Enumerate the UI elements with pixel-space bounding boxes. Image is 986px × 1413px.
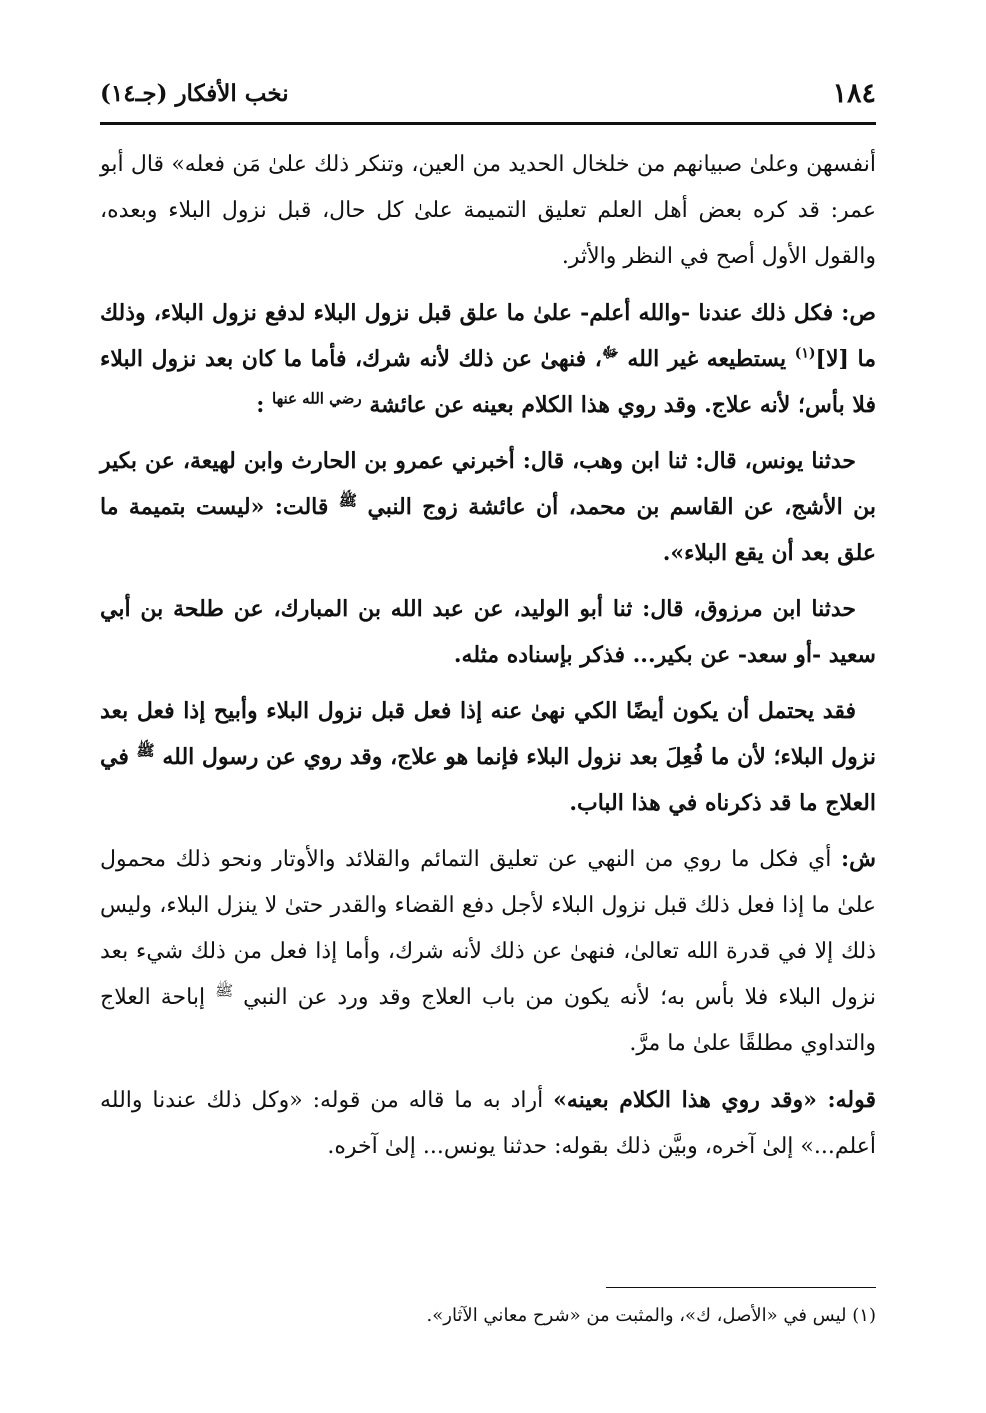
sharh-marker: ش: xyxy=(841,846,876,872)
paragraph-1 xyxy=(100,142,876,280)
paragraph-6-text-a: أي فكل ما روي من النهي عن تعليق التمائم والقلائد والأوتار ونحو ذلك محمول علىٰ ما إذا فعل ذلك قبل نزول البلاء لأجل دفع القضاء والقدر حتىٰ لا ينزل البلاء، وليس ذلك إلا في قدرة الله تعالىٰ، فنهىٰ عن ذلك لأنه شرك، وأما إذا فعل من ذلك شيء بعد نزول البلاء فلا بأس به؛ لأنه يكون من باب العلاج وقد ورد عن النبي xyxy=(100,847,876,1010)
page-body xyxy=(100,142,876,1180)
footnote-rule xyxy=(606,1287,876,1288)
footnote: (١) ليس في «الأصل، ك»، والمثبت من «شرح معاني الآثار». xyxy=(426,1305,876,1326)
paragraph-5-text-b: في العلاج ما قد ذكرناه في هذا الباب. xyxy=(100,744,876,816)
footnote-ref: (١) xyxy=(794,345,816,362)
paragraph-6-commentary xyxy=(100,836,876,1067)
matn-marker: ص: xyxy=(841,300,876,326)
paragraph-7-commentary xyxy=(100,1077,876,1170)
paragraph-3-text-a: حدثنا يونس، قال: ثنا ابن وهب، قال: أخبرني عمرو بن الحارث وابن لهيعة، عن بكير بن الأشج، عن القاسم بن محمد، أن عائشة زوج النبي xyxy=(100,448,876,520)
honorific-glyph: ﷺ xyxy=(338,491,357,510)
paragraph-5-matn xyxy=(100,688,876,826)
page-number: ١٨٤ xyxy=(832,78,876,109)
paragraph-1-text: أنفسهن وعلىٰ صبيانهم من خلخال الحديد من العين، وتنكر ذلك علىٰ مَن فعله» قال أبو عمر: قد كره بعض أهل العلم تعليق التميمة علىٰ كل حال، قبل نزول البلاء وبعده، والقول الأول أصح في النظر والأثر. xyxy=(100,152,876,269)
honorific-glyph: ﷺ xyxy=(136,741,155,760)
paragraph-2-text-a: فكل ذلك عندنا -والله أعلم- علىٰ ما علق قبل نزول البلاء لدفع نزول البلاء، وذلك ما [لا] xyxy=(100,300,876,372)
paragraph-4-hadith xyxy=(100,586,876,678)
quote-lead: قوله: «وقد روي هذا الكلام بعينه» xyxy=(553,1087,876,1113)
paragraph-2-text-d: : xyxy=(256,392,265,418)
page-header xyxy=(100,78,876,120)
paragraph-3-hadith xyxy=(100,438,876,576)
honorific-glyph: ﷻ xyxy=(601,343,619,362)
header-rule xyxy=(100,122,876,125)
paragraph-2-text-b: يستطيعه غير الله xyxy=(627,346,787,372)
paragraph-2-text-c: ، فنهىٰ عن ذلك لأنه شرك، فأما ما كان بعد نزول البلاء فلا بأس؛ لأنه علاج. وقد روي هذا الكلام بعينه عن عائشة xyxy=(100,346,876,418)
paragraph-2-matn xyxy=(100,290,876,428)
honorific-glyph: رضي الله عنها xyxy=(272,389,362,408)
paragraph-3-text-b: قالت: «ليست بتميمة ما علق بعد أن يقع البلاء». xyxy=(100,494,876,566)
paragraph-5-text-a: فقد يحتمل أن يكون أيضًا الكي نهىٰ عنه إذا فعل قبل نزول البلاء وأبيح إذا فعل بعد نزول البلاء؛ لأن ما فُعِلَ بعد نزول البلاء فإنما هو علاج، وقد روي عن رسول الله xyxy=(100,698,876,770)
paragraph-4-text: حدثنا ابن مرزوق، قال: ثنا أبو الوليد، عن عبد الله بن المبارك، عن طلحة بن أبي سعيد -أو سعد- عن بكير... فذكر بإسناده مثله. xyxy=(100,596,876,668)
running-title: نخب الأفكار (جـ١٤) xyxy=(100,80,289,107)
paragraph-6-text-b: إباحة العلاج والتداوي مطلقًا علىٰ ما مرَّ. xyxy=(100,985,876,1056)
honorific-glyph: ﷺ xyxy=(215,981,234,1000)
paragraph-7-text: أراد به ما قاله من قوله: «وكل ذلك عندنا والله أعلم...» إلىٰ آخره، وبيَّن ذلك بقوله: حدثنا يونس... إلىٰ آخره. xyxy=(100,1088,876,1159)
